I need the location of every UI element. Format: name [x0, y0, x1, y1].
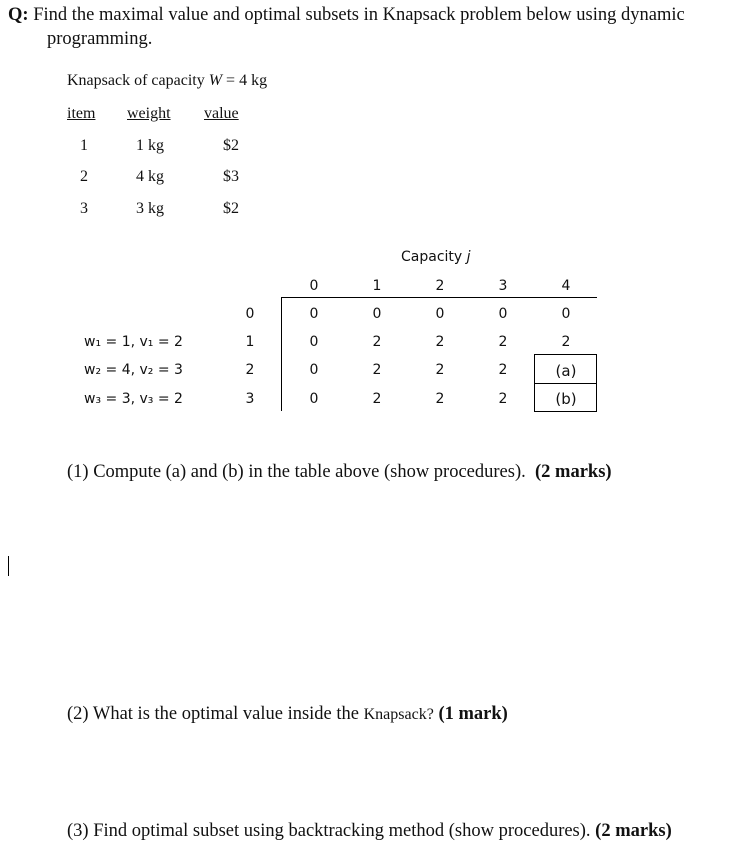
cell-3-0: 0 — [309, 391, 319, 407]
col-header-0: 0 — [309, 278, 319, 294]
item-3-weight: 3 kg — [136, 200, 164, 217]
col-header-2: 2 — [435, 278, 445, 294]
cell-0-2: 0 — [435, 306, 445, 322]
question-line-1 — [8, 4, 685, 27]
task-3-text: (3) Find optimal subset using backtracking method (show procedures). — [67, 821, 591, 841]
cell-0-0: 0 — [309, 306, 319, 322]
knapsack-caption — [67, 72, 267, 90]
cell-3-4: (b) — [555, 390, 577, 408]
cell-2-0: 0 — [309, 362, 319, 378]
task-2-marks: (1 mark) — [438, 704, 508, 724]
row-index-3: 3 — [245, 391, 255, 407]
cell-1-3: 2 — [498, 334, 508, 350]
row-label-2: w₂ = 4, v₂ = 3 — [84, 362, 183, 378]
item-1-value: $2 — [223, 137, 239, 154]
cell-1-4: 2 — [561, 334, 571, 350]
task-3 — [67, 820, 672, 843]
header-item: item — [67, 105, 96, 122]
task-1-text: (1) Compute (a) and (b) in the table above (show procedures). — [67, 462, 526, 482]
cell-1-1: 2 — [372, 334, 382, 350]
row-index-1: 1 — [245, 334, 255, 350]
row-index-0: 0 — [245, 306, 255, 322]
task-2-text-small: Knapsack? — [363, 706, 434, 723]
cell-0-4: 0 — [561, 306, 571, 322]
row-index-2: 2 — [245, 362, 255, 378]
task-2 — [67, 703, 508, 726]
header-weight: weight — [127, 105, 171, 122]
header-value: value — [204, 105, 239, 122]
col-header-4: 4 — [561, 278, 571, 294]
cell-3-1: 2 — [372, 391, 382, 407]
cell-0-3: 0 — [498, 306, 508, 322]
caption-suffix: = 4 kg — [226, 72, 268, 89]
caption-variable: W — [208, 72, 223, 89]
task-3-marks: (2 marks) — [595, 821, 672, 841]
item-2-weight: 4 kg — [136, 168, 164, 185]
row-label-1: w₁ = 1, v₁ = 2 — [84, 334, 183, 350]
col-header-3: 3 — [498, 278, 508, 294]
text-cursor — [8, 556, 9, 576]
item-2-value: $3 — [223, 168, 239, 185]
caption-prefix: Knapsack of capacity — [67, 72, 205, 89]
question-label: Q: — [8, 5, 29, 25]
cell-1-0: 0 — [309, 334, 319, 350]
task-1-marks: (2 marks) — [535, 462, 612, 482]
row-label-3: w₃ = 3, v₃ = 2 — [84, 391, 183, 407]
item-2-id: 2 — [80, 168, 88, 185]
item-3-id: 3 — [80, 200, 88, 217]
capacity-text: Capacity — [401, 249, 463, 265]
cell-3-3: 2 — [498, 391, 508, 407]
table-left-border — [281, 297, 282, 411]
question-text: Find the maximal value and optimal subsets in Knapsack problem below using dynamic — [33, 5, 685, 25]
cell-2-1: 2 — [372, 362, 382, 378]
task-1 — [67, 461, 612, 484]
capacity-variable: j — [466, 249, 471, 265]
cell-2-2: 2 — [435, 362, 445, 378]
col-header-1: 1 — [372, 278, 382, 294]
cell-2-4: (a) — [555, 362, 577, 380]
cell-0-1: 0 — [372, 306, 382, 322]
task-2-text: (2) What is the optimal value inside the — [67, 704, 359, 724]
question-line-2: programming. — [47, 29, 153, 49]
cell-2-3: 2 — [498, 362, 508, 378]
cell-3-2: 2 — [435, 391, 445, 407]
item-3-value: $2 — [223, 200, 239, 217]
capacity-label — [401, 249, 471, 265]
item-1-weight: 1 kg — [136, 137, 164, 154]
table-top-border — [281, 297, 597, 298]
cell-1-2: 2 — [435, 334, 445, 350]
item-1-id: 1 — [80, 137, 88, 154]
